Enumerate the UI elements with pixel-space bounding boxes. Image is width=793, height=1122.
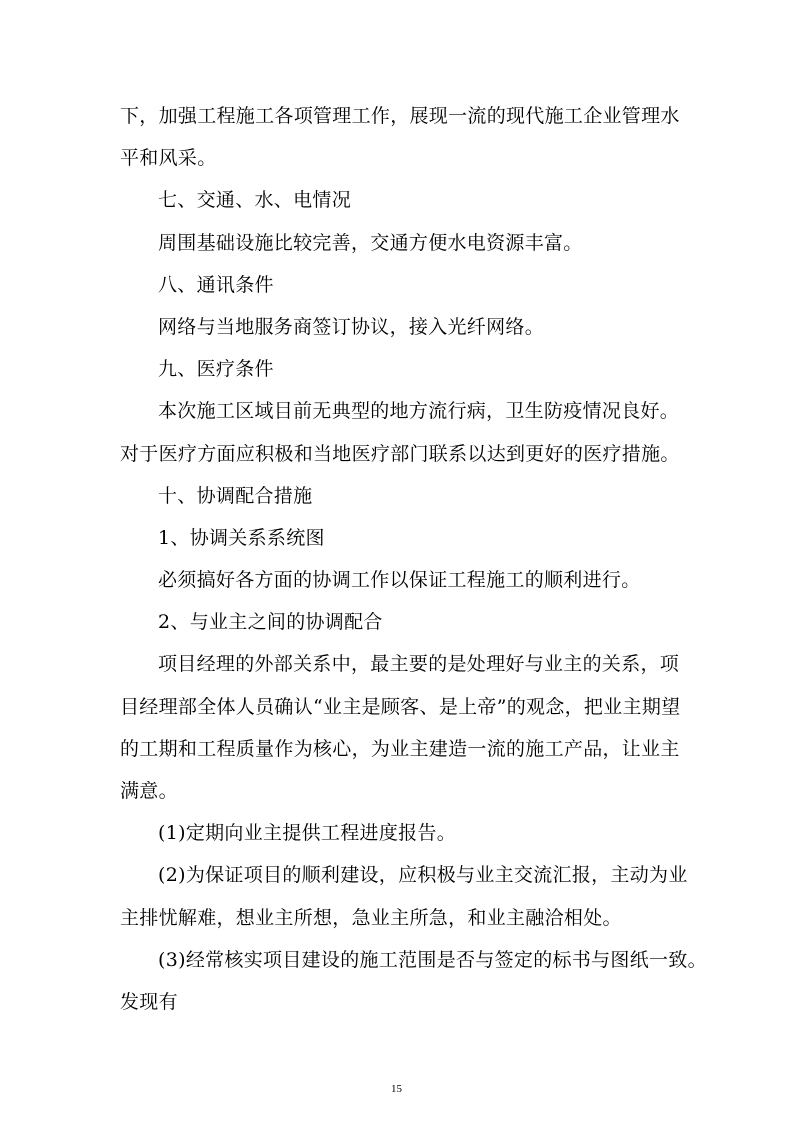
- text-line: 网络与当地服务商签订协议，接入光纤网络。: [158, 315, 545, 338]
- text-line: 项目经理的外部关系中，最主要的是处理好与业主的关系，项: [158, 653, 680, 676]
- text-line: (2)为保证项目的顺利建设，应积极与业主交流汇报，主动为业: [158, 864, 688, 887]
- text-line: 八、通讯条件: [158, 273, 274, 296]
- text-line: 目经理部全体人员确认“业主是顾客、是上帝”的观念，把业主期望: [120, 695, 681, 718]
- text-line: 九、医疗条件: [158, 358, 274, 381]
- page-number: 15: [391, 1083, 402, 1095]
- text-line: 必须搞好各方面的协调工作以保证工程施工的顺利进行。: [158, 569, 641, 592]
- text-line: 下，加强工程施工各项管理工作，展现一流的现代施工企业管理水: [120, 105, 680, 127]
- text-line: 七、交通、水、电情况: [158, 189, 352, 212]
- text-line: 主排忧解难，想业主所想，急业主所急，和业主融洽相处。: [120, 906, 622, 929]
- text-line: 的工期和工程质量作为核心，为业主建造一流的施工产品，让业主: [120, 737, 680, 760]
- text-line: 周围基础设施比较完善，交通方便水电资源丰富。: [158, 231, 583, 254]
- text-line: 本次施工区域目前无典型的地方流行病，卫生防疫情况良好。: [158, 400, 680, 423]
- text-line: 发现有: [120, 990, 178, 1013]
- text-line: 2、与业主之间的协调配合: [158, 611, 383, 634]
- text-line: 对于医疗方面应积极和当地医疗部门联系以达到更好的医疗措施。: [120, 442, 680, 465]
- text-line: (1)定期向业主提供工程进度报告。: [158, 822, 457, 845]
- text-line: 满意。: [120, 780, 178, 802]
- text-line: 平和风采。: [120, 147, 217, 170]
- body-text: [120, 95, 707, 1023]
- text-line: 十、协调配合措施: [158, 484, 313, 507]
- text-line: 1、协调关系系统图: [158, 526, 325, 549]
- text-line: (3)经常核实项目建设的施工范围是否与签定的标书与图纸一致。: [158, 948, 707, 971]
